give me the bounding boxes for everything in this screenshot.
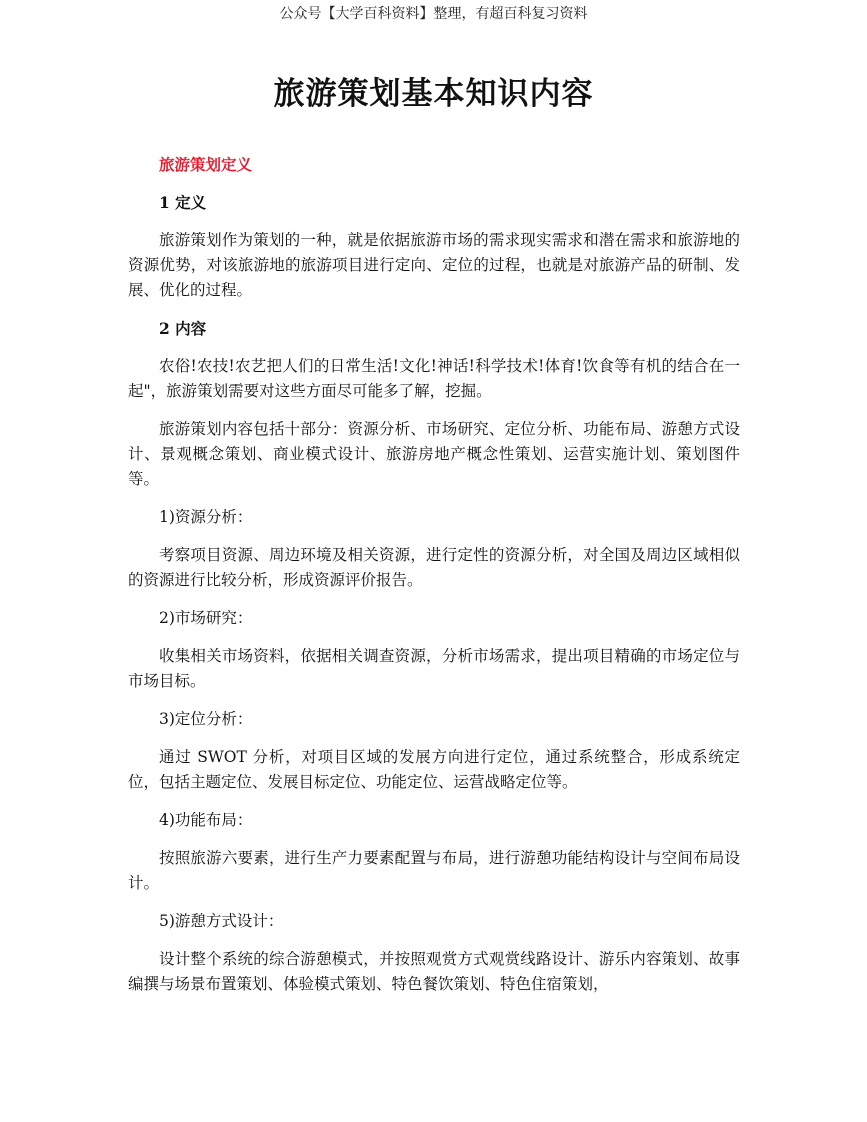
heading-definition: 1 定义 bbox=[159, 193, 207, 212]
item-label-recreation-design: 5)游憩方式设计： bbox=[159, 912, 284, 930]
heading-content: 2 内容 bbox=[159, 319, 207, 338]
item-label-market-research: 2)市场研究： bbox=[159, 609, 253, 627]
item-label-resource-analysis: 1)资源分析： bbox=[159, 508, 253, 526]
document-body bbox=[128, 152, 740, 1010]
item-label-function-layout: 4)功能布局： bbox=[159, 811, 253, 829]
paragraph-definition: 旅游策划作为策划的一种，就是依据旅游市场的需求现实需求和潜在需求和旅游地的资源优势，对该旅游地的旅游项目进行定向、定位的过程，也就是对旅游产品的研制、发展、优化的过程。 bbox=[128, 231, 740, 299]
item-text-function-layout: 按照旅游六要素，进行生产力要素配置与布局，进行游憩功能结构设计与空间布局设计。 bbox=[128, 849, 740, 892]
item-text-market-research: 收集相关市场资料，依据相关调查资源，分析市场需求，提出项目精确的市场定位与市场目标。 bbox=[128, 647, 740, 690]
item-text-positioning: 通过 SWOT 分析，对项目区域的发展方向进行定位，通过系统整合，形成系统定位，包括主题定位、发展目标定位、功能定位、运营战略定位等。 bbox=[128, 748, 740, 791]
paragraph-content-2: 旅游策划内容包括十部分：资源分析、市场研究、定位分析、功能布局、游憩方式设计、景观概念策划、商业模式设计、旅游房地产概念性策划、运营实施计划、策划图件等。 bbox=[128, 420, 740, 488]
document-title: 旅游策划基本知识内容 bbox=[273, 76, 594, 112]
page-header: 公众号【大学百科资料】整理，有超百科复习资料 bbox=[279, 6, 588, 22]
item-text-resource-analysis: 考察项目资源、周边环境及相关资源，进行定性的资源分析，对全国及周边区域相似的资源进行比较分析，形成资源评价报告。 bbox=[128, 546, 740, 589]
paragraph-content-1: 农俗!农技!农艺把人们的日常生活!文化!神话!科学技术!体育!饮食等有机的结合在一起"，旅游策划需要对这些方面尽可能多了解，挖掘。 bbox=[128, 357, 740, 400]
item-label-positioning: 3)定位分析： bbox=[159, 710, 253, 728]
item-text-recreation-design: 设计整个系统的综合游憩模式，并按照观赏方式观赏线路设计、游乐内容策划、故事编撰与场景布置策划、体验模式策划、特色餐饮策划、特色住宿策划， bbox=[128, 950, 740, 993]
section-title: 旅游策划定义 bbox=[159, 155, 253, 174]
